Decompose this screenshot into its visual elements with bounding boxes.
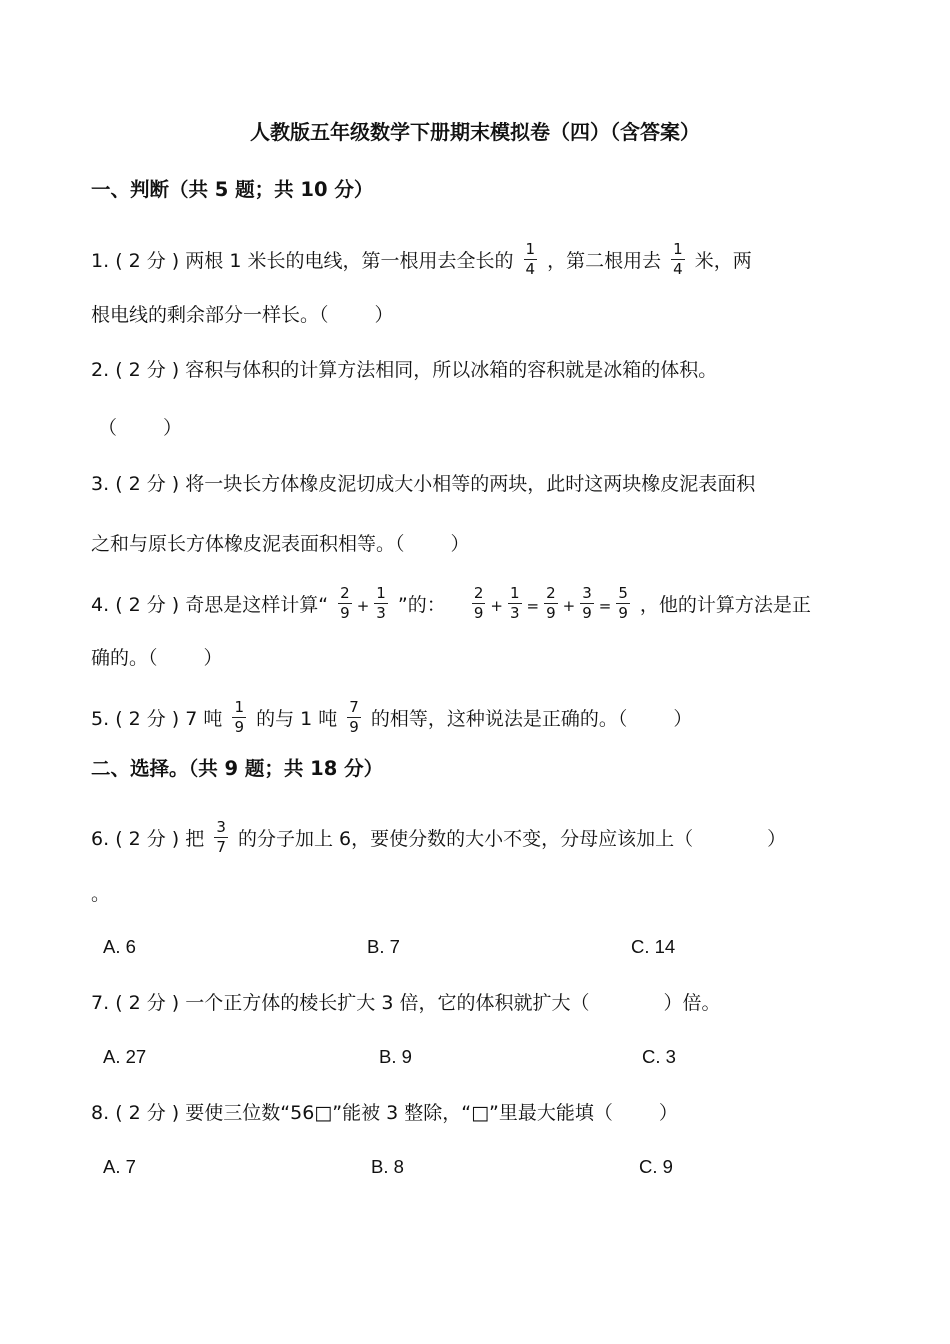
option-c[interactable]: C. 9 [639,1156,673,1177]
paren-close: ） [203,647,223,669]
question-text: 奇思是这样计算“ [185,594,329,616]
question-6-line2: 。 [91,883,111,905]
equals-sign: = [598,596,612,615]
question-score: ( 2 分 ) [115,1102,180,1124]
option-b[interactable]: B. 8 [371,1156,404,1177]
option-c[interactable]: C. 3 [642,1046,676,1067]
option-a[interactable]: A. 6 [103,936,136,957]
question-number: 4. [91,594,110,616]
question-text: 将一块长方体橡皮泥切成大小相等的两块，此时这两块橡皮泥表面积 [185,473,756,495]
question-8 [91,1101,678,1125]
option-a[interactable]: A. 27 [103,1046,147,1067]
question-score: ( 2 分 ) [115,828,180,850]
question-2-line2 [98,416,182,440]
option-c[interactable]: C. 14 [631,936,676,957]
question-text: ”的： [397,594,446,616]
question-5 [91,698,693,738]
fraction: $\frac{1}{4}$ [525,240,536,278]
question-text: 确的。（ [91,647,158,669]
question-text: 之和与原长方体橡皮泥表面积相等。（ [91,533,405,555]
plus-sign: + [490,596,503,615]
question-score: ( 2 分 ) [115,473,180,495]
paren-close: ） [450,533,470,555]
fraction: $\frac{7}{9}$ [349,698,359,736]
question-number: 8. [91,1102,110,1124]
fraction: $\frac{1}{3}$ [509,584,520,622]
question-number: 3. [91,473,110,495]
question-7 [91,991,720,1015]
question-number: 1. [91,250,110,272]
question-score: ( 2 分 ) [115,250,180,272]
question-6 [91,818,787,858]
question-text: 容积与体积的计算方法相同，所以冰箱的容积就是冰箱的体积。 [185,359,718,381]
fraction: $\frac{2}{9}$ [546,584,556,622]
question-1 [91,240,752,280]
section-heading-judgement: 一、判断（共 5 题；共 10 分） [91,178,374,201]
question-text: 的分子加上 6，要使分数的大小不变，分母应该加上（ [237,828,694,850]
fraction: $\frac{2}{9}$ [473,584,484,622]
fraction: $\frac{5}{9}$ [618,584,628,622]
plus-sign: + [356,596,370,615]
fraction: $\frac{3}{7}$ [216,818,226,856]
question-score: ( 2 分 ) [115,708,180,730]
paren-close: ） [374,304,394,326]
section-heading-choice: 二、选择。（共 9 题；共 18 分） [91,757,384,780]
question-text: 根电线的剩余部分一样长。（ [91,304,329,326]
question-number: 6. [91,828,110,850]
question-3-line2 [91,532,470,556]
paren-close: ） [767,828,787,850]
question-text: ，他的计算方法是正 [639,594,811,616]
question-text: 要使三位数“56□”能被 3 整除，“□”里最大能填（ [185,1102,613,1124]
equals-sign: = [526,596,540,615]
question-1-line2 [91,303,394,327]
question-2 [91,358,717,382]
paren-open: （ [98,417,118,439]
page-title: 人教版五年级数学下册期末模拟卷（四）（含答案） [250,120,700,144]
question-4 [91,584,811,624]
option-b[interactable]: B. 7 [367,936,400,957]
question-text: 把 [185,828,205,850]
option-b[interactable]: B. 9 [379,1046,412,1067]
question-text: 的相等，这种说法是正确的。（ [370,708,628,730]
question-score: ( 2 分 ) [115,359,180,381]
question-score: ( 2 分 ) [115,594,180,616]
question-text: ）倍。 [663,992,721,1014]
question-score: ( 2 分 ) [115,992,180,1014]
plus-sign: + [562,596,576,615]
fraction: $\frac{3}{9}$ [582,584,592,622]
question-text: 两根 1 米长的电线，第一根用去全长的 [185,250,514,272]
question-text: 7 吨 [185,708,223,730]
paren-close: ） [163,417,183,439]
fraction: $\frac{1}{3}$ [376,584,386,622]
question-text: 米，两 [694,250,752,272]
paren-close: ） [658,1102,678,1124]
question-text: ，第二根用去 [547,250,662,272]
fraction: $\frac{1}{9}$ [234,698,245,736]
fraction: $\frac{2}{9}$ [340,584,350,622]
question-number: 5. [91,708,110,730]
question-text: 一个正方体的棱长扩大 3 倍，它的体积就扩大（ [185,992,590,1014]
paren-close: ） [673,708,693,730]
fraction: $\frac{1}{4}$ [673,240,683,278]
question-3 [91,472,755,496]
option-a[interactable]: A. 7 [103,1156,136,1177]
question-4-line2 [91,646,223,670]
question-text: 的与 1 吨 [256,708,338,730]
question-number: 2. [91,359,110,381]
question-number: 7. [91,992,110,1014]
